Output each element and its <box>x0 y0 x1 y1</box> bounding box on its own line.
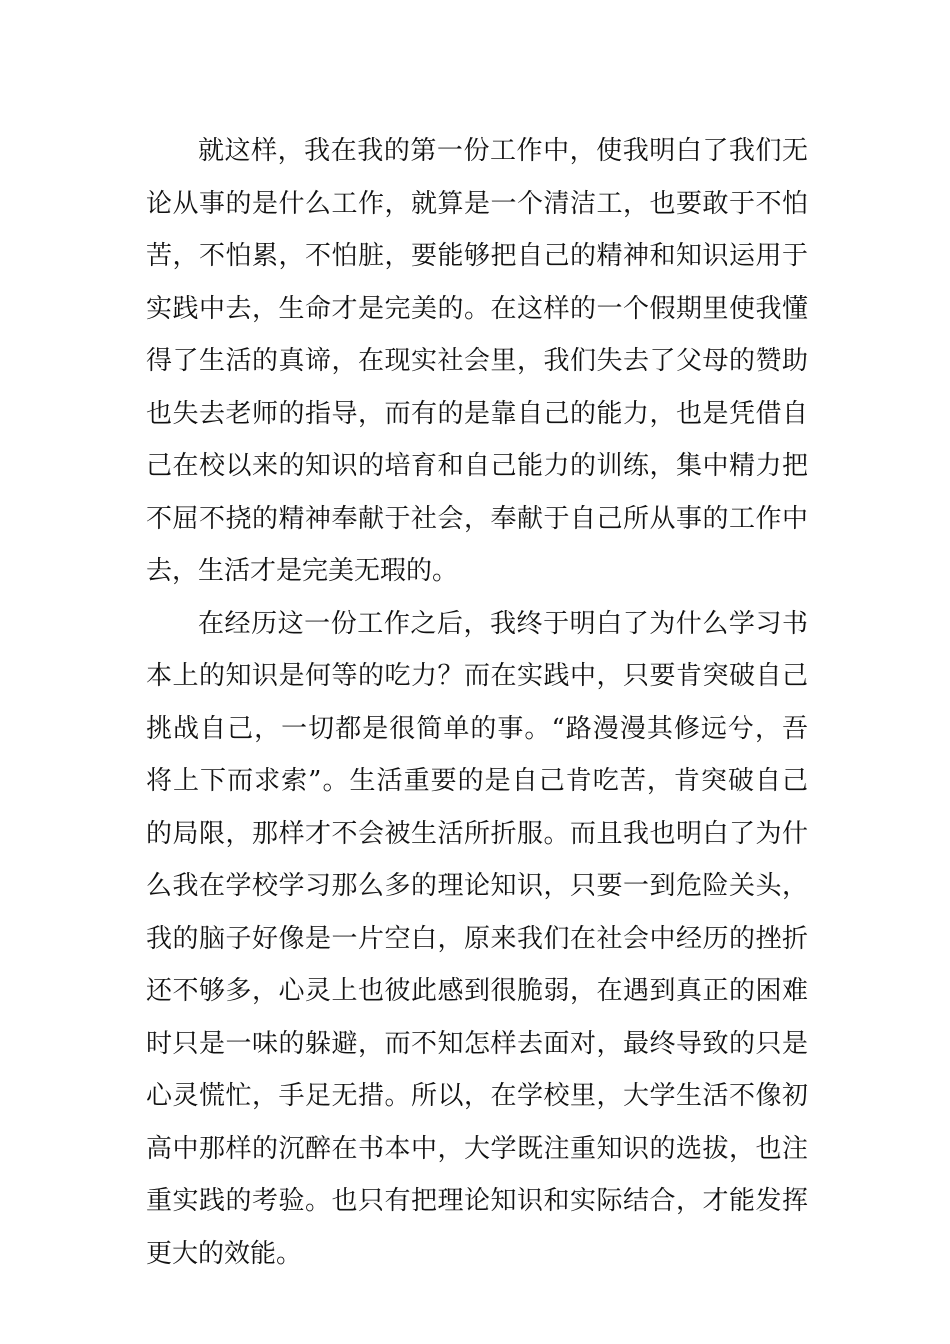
document-body <box>146 125 808 1280</box>
paragraph-practice-lessons: 在经历这一份工作之后，我终于明白了为什么学习书本上的知识是何等的吃力？而在实践中，只要肯突破自己挑战自己，一切都是很简单的事。“路漫漫其修远兮，吾将上下而求索”。生活重要的是自己肯吃苦，肯突破自己的局限，那样才不会被生活所折服。而且我也明白了为什么我在学校学习那么多的理论知识，只要一到危险关头，我的脑子好像是一片空白，原来我们在社会中经历的挫折还不够多，心灵上也彼此感到很脆弱，在遇到真正的困难时只是一味的躲避，而不知怎样去面对，最终导致的只是心灵慌忙，手足无措。所以，在学校里，大学生活不像初高中那样的沉醉在书本中，大学既注重知识的选拔，也注重实践的考验。也只有把理论知识和实际结合，才能发挥更大的效能。 <box>146 608 808 1269</box>
paragraph-first-job-reflection: 就这样，我在我的第一份工作中，使我明白了我们无论从事的是什么工作，就算是一个清洁工，也要敢于不怕苦，不怕累，不怕脏，要能够把自己的精神和知识运用于实践中去，生命才是完美的。在这样的一个假期里使我懂得了生活的真谛，在现实社会里，我们失去了父母的赞助也失去老师的指导，而有的是靠自己的能力，也是凭借自己在校以来的知识的培育和自己能力的训练，集中精力把不屈不挠的精神奉献于社会，奉献于自己所从事的工作中去，生活才是完美无瑕的。 <box>146 136 808 586</box>
